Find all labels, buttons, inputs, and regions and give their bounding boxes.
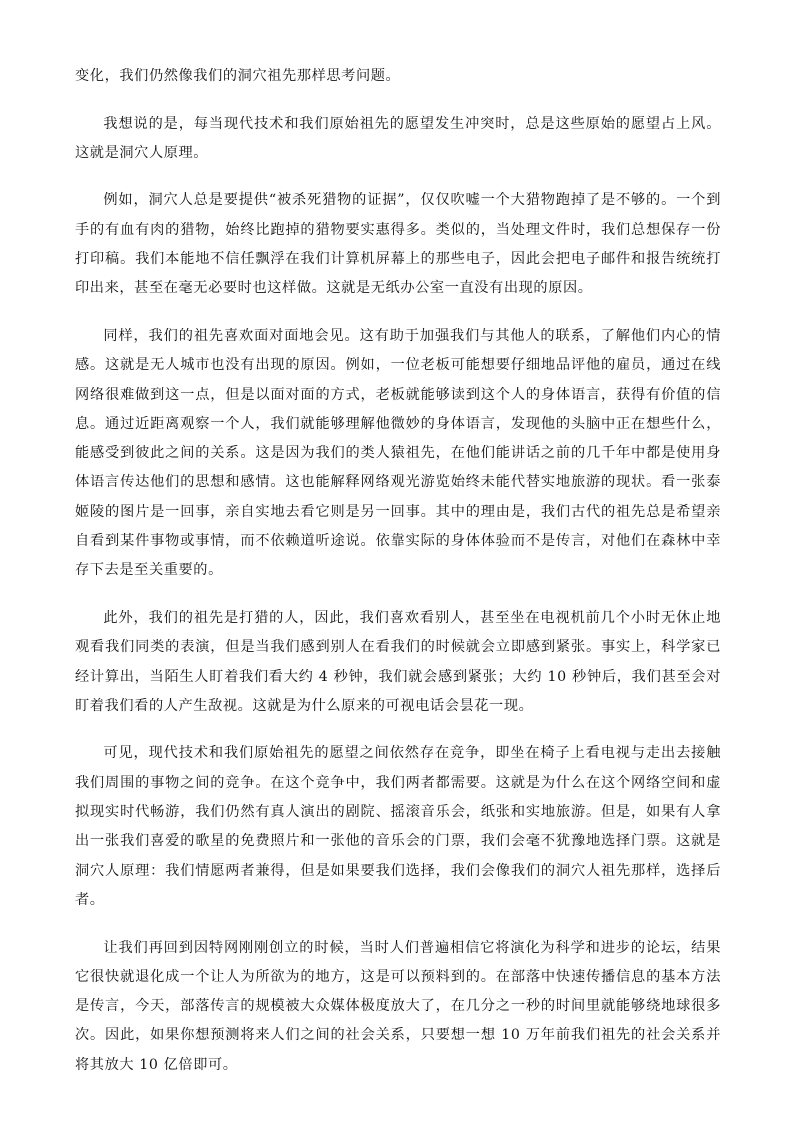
paragraph: 可见，现代技术和我们原始祖先的愿望之间依然存在竞争，即坐在椅子上看电视与走出去接触我们周围的事物之间的竞争。在这个竞争中，我们两者都需要。这就是为什么在这个网络空间和虚拟现实时代畅游，我们仍然有真人演出的剧院、摇滚音乐会，纸张和实地旅游。但是，如果有人拿出一张我们喜爱的歌星的免费照片和一张他的音乐会的门票，我们会毫不犹豫地选择门票。这就是洞穴人原理：我们情愿两者兼得，但是如果要我们选择，我们会像我们的洞穴人祖先那样，选择后者。 (75, 745, 721, 908)
paragraph: 让我们再回到因特网刚刚创立的时候，当时人们普遍相信它将演化为科学和进步的论坛，结果它很快就退化成一个让人为所欲为的地方，这是可以预料到的。在部落中快速传播信息的基本方法是传言，今天，部落传言的规模被大众媒体极度放大了，在几分之一秒的时间里就能够绕地球很多次。因此，如果你想预测将来人们之间的社会关系，只要想一想 10 万年前我们祖先的社会关系并将其放大 10 亿倍即可。 (75, 939, 721, 1073)
paragraph: 同样，我们的祖先喜欢面对面地会见。这有助于加强我们与其他人的联系，了解他们内心的情感。这就是无人城市也没有出现的原因。例如，一位老板可能想要仔细地品评他的雇员，通过在线网络很难做到这一点，但是以面对面的方式，老板就能够读到这个人的身体语言，获得有价值的信息。通过近距离观察一个人，我们就能够理解他微妙的身体语言，发现他的头脑中正在想些什么，能感受到彼此之间的关系。这是因为我们的类人猿祖先，在他们能讲话之前的几千年中都是使用身体语言传达他们的思想和感情。这也能解释网络观光游览始终未能代替实地旅游的现状。看一张泰姬陵的图片是一回事，亲自实地去看它则是另一回事。其中的理由是，我们古代的祖先总是希望亲自看到某件事物或事情，而不依赖道听途说。依靠实际的身体体验而不是传言，对他们在森林中幸存下去是至关重要的。 (75, 327, 721, 579)
document-body (75, 62, 721, 1098)
paragraph: 我想说的是，每当现代技术和我们原始祖先的愿望发生冲突时，总是这些原始的愿望占上风。这就是洞穴人原理。 (75, 115, 721, 161)
paragraph: 例如，洞穴人总是要提供“被杀死猎物的证据”，仅仅吹嘘一个大猎物跑掉了是不够的。一个到手的有血有肉的猎物，始终比跑掉的猎物要实惠得多。类似的，当处理文件时，我们总想保存一份打印稿。我们本能地不信任飘浮在我们计算机屏幕上的那些电子，因此会把电子邮件和报告统统打印出来，甚至在毫无必要时也这样做。这就是无纸办公室一直没有出现的原因。 (75, 192, 721, 297)
paragraph: 此外，我们的祖先是打猎的人，因此，我们喜欢看别人，甚至坐在电视机前几个小时无休止地观看我们同类的表演，但是当我们感到别人在看我们的时候就会立即感到紧张。事实上，科学家已经计算出，当陌生人盯着我们看大约 4 秒钟，我们就会感到紧张；大约 10 秒钟后，我们甚至会对盯着我们看的人产生敌视。这就是为什么原来的可视电话会昙花一现。 (75, 609, 721, 714)
paragraph: 变化，我们仍然像我们的洞穴祖先那样思考问题。 (75, 68, 401, 84)
